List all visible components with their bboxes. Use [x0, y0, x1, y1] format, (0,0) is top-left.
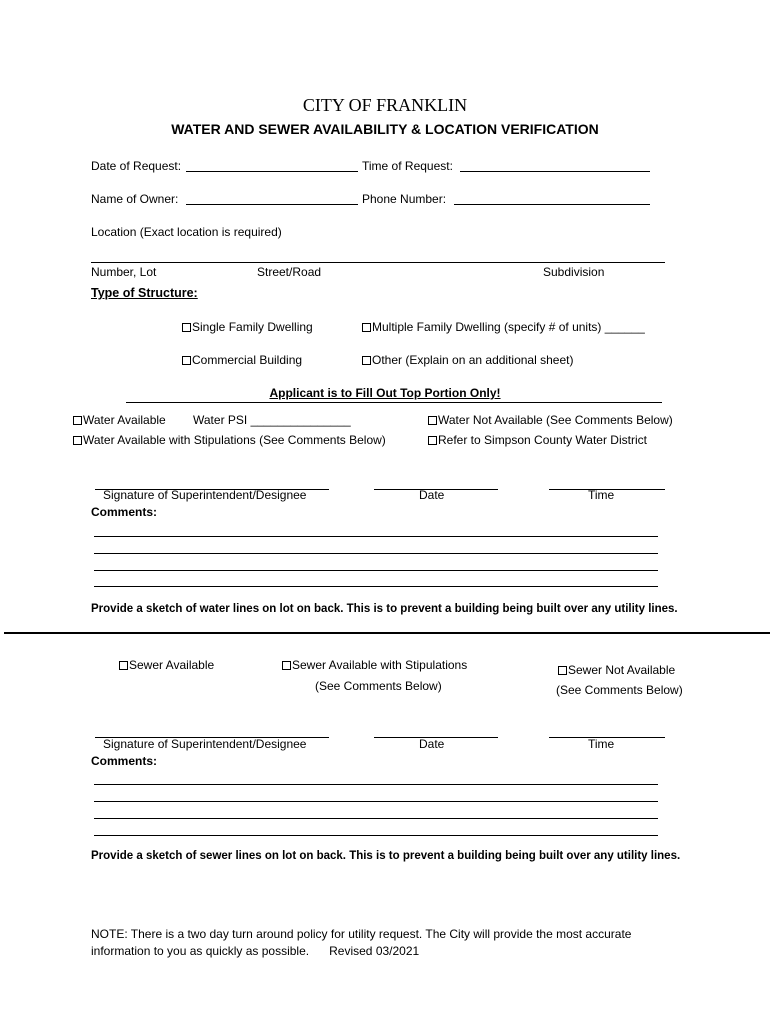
sewer-stipulations-option[interactable]	[282, 658, 467, 672]
time-of-request-label: Time of Request:	[362, 159, 453, 173]
form-subtitle: WATER AND SEWER AVAILABILITY & LOCATION VERIFICATION	[171, 121, 599, 137]
water-comment-line[interactable]	[94, 536, 658, 537]
checkbox-icon[interactable]	[73, 416, 82, 425]
water-comment-line[interactable]	[94, 586, 658, 587]
water-comment-line[interactable]	[94, 553, 658, 554]
water-not-available-option[interactable]	[428, 413, 673, 427]
commercial-building-label: Commercial Building	[192, 353, 303, 367]
sewer-available-option[interactable]	[119, 658, 214, 672]
applicant-note: Applicant is to Fill Out Top Portion Only!	[269, 386, 501, 400]
multiple-family-option[interactable]	[362, 320, 645, 334]
other-structure-label: Other (Explain on an additional sheet)	[372, 353, 574, 367]
refer-water-district-label: Refer to Simpson County Water District	[438, 433, 647, 447]
date-of-request-field[interactable]	[186, 171, 358, 172]
time-of-request-field[interactable]	[460, 171, 650, 172]
checkbox-icon[interactable]	[119, 661, 128, 670]
single-family-label: Single Family Dwelling	[192, 320, 313, 334]
water-sketch-note: Provide a sketch of water lines on lot on back. This is to prevent a building being built over any utility lines.	[91, 603, 678, 615]
sewer-stipulations-label: Sewer Available with Stipulations	[292, 658, 468, 672]
footer-note	[91, 926, 681, 960]
number-lot-label: Number, Lot	[91, 265, 157, 279]
sewer-comment-line[interactable]	[94, 801, 658, 802]
water-comments-label: Comments:	[91, 505, 158, 519]
checkbox-icon[interactable]	[428, 436, 437, 445]
sewer-not-available-label: Sewer Not Available	[568, 663, 676, 677]
water-date-label: Date	[419, 488, 445, 502]
multiple-family-label: Multiple Family Dwelling (specify # of units) ______	[372, 320, 645, 334]
subdivision-label: Subdivision	[543, 265, 605, 279]
type-of-structure-heading: Type of Structure:	[91, 286, 198, 300]
water-available-option[interactable]	[73, 413, 166, 427]
sewer-stipulations-sub: (See Comments Below)	[315, 679, 442, 693]
sewer-available-label: Sewer Available	[129, 658, 215, 672]
sewer-comment-line[interactable]	[94, 818, 658, 819]
sewer-comment-line[interactable]	[94, 784, 658, 785]
water-stipulations-option[interactable]	[73, 433, 386, 447]
sewer-comment-line[interactable]	[94, 835, 658, 836]
sewer-date-label: Date	[419, 737, 445, 751]
checkbox-icon[interactable]	[362, 356, 371, 365]
name-of-owner-field[interactable]	[186, 204, 358, 205]
name-of-owner-label: Name of Owner:	[91, 192, 179, 206]
checkbox-icon[interactable]	[428, 416, 437, 425]
water-stipulations-label: Water Available with Stipulations (See Comments Below)	[83, 433, 386, 447]
refer-water-district-option[interactable]	[428, 433, 647, 447]
water-available-label: Water Available	[83, 413, 166, 427]
commercial-building-option[interactable]	[182, 353, 302, 367]
phone-number-field[interactable]	[454, 204, 650, 205]
water-time-label: Time	[588, 488, 615, 502]
checkbox-icon[interactable]	[182, 323, 191, 332]
checkbox-icon[interactable]	[182, 356, 191, 365]
single-family-option[interactable]	[182, 320, 313, 334]
other-structure-option[interactable]	[362, 353, 573, 367]
sewer-time-label: Time	[588, 737, 615, 751]
footer-note-text: NOTE: There is a two day turn around policy for utility request. The City will provide the most accurate information to you as quickly as possible.	[91, 927, 632, 958]
form-title: CITY OF FRANKLIN	[302, 95, 468, 115]
sewer-not-available-sub: (See Comments Below)	[556, 683, 683, 697]
applicant-divider	[126, 402, 662, 403]
revised-date: Revised 03/2021	[329, 944, 420, 958]
water-psi-field[interactable]: Water PSI _______________	[193, 413, 351, 427]
phone-number-label: Phone Number:	[362, 192, 447, 206]
street-road-label: Street/Road	[257, 265, 322, 279]
checkbox-icon[interactable]	[558, 666, 567, 675]
water-comment-line[interactable]	[94, 570, 658, 571]
checkbox-icon[interactable]	[362, 323, 371, 332]
sewer-signature-label: Signature of Superintendent/Designee	[103, 737, 307, 751]
section-divider	[4, 632, 770, 634]
water-not-available-label: Water Not Available (See Comments Below)	[438, 413, 673, 427]
sewer-comments-label: Comments:	[91, 754, 158, 768]
water-signature-label: Signature of Superintendent/Designee	[103, 488, 307, 502]
checkbox-icon[interactable]	[73, 436, 82, 445]
date-of-request-label: Date of Request:	[91, 159, 182, 173]
sewer-not-available-option[interactable]	[558, 663, 675, 677]
checkbox-icon[interactable]	[282, 661, 291, 670]
location-field[interactable]	[91, 262, 665, 263]
location-label: Location (Exact location is required)	[91, 225, 282, 239]
sewer-sketch-note: Provide a sketch of sewer lines on lot on back. This is to prevent a building being built over any utility lines.	[91, 850, 681, 862]
